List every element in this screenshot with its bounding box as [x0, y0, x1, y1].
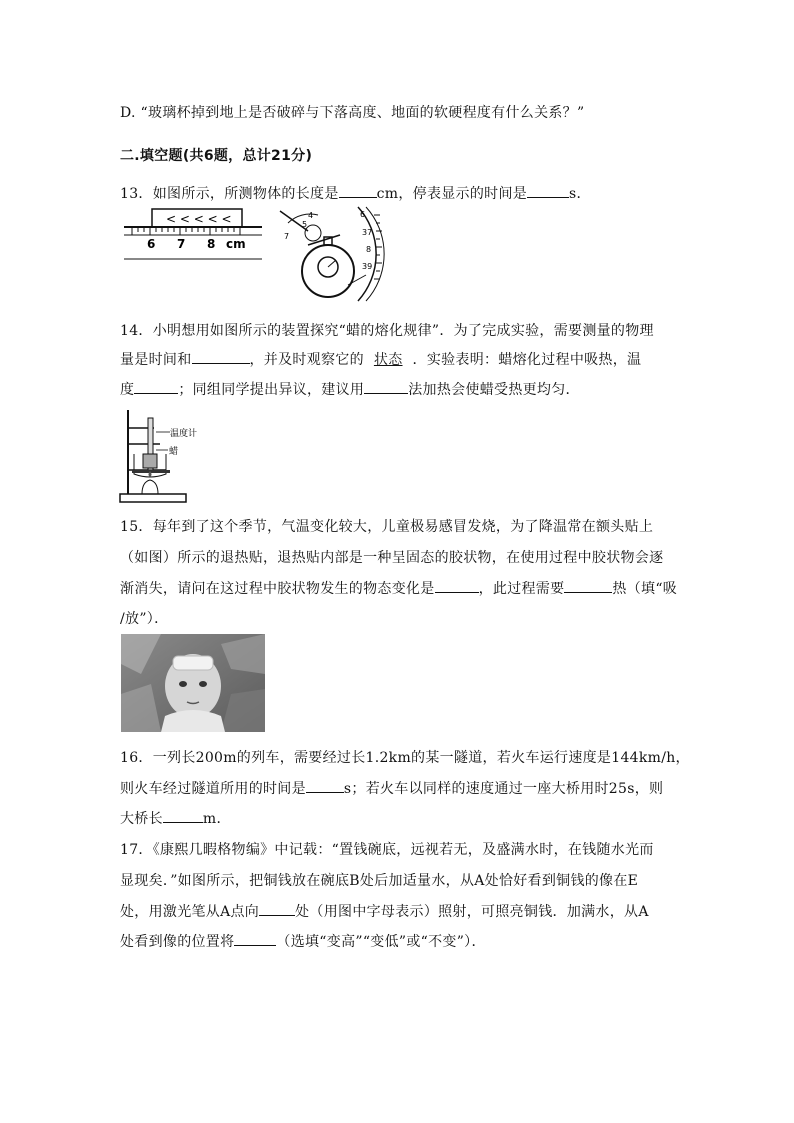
ruler-figure [122, 205, 264, 263]
fever-patch [173, 656, 213, 670]
q15-blank-heat [564, 578, 612, 593]
test-tube [143, 454, 157, 468]
ruler-label-8: 8 [207, 237, 216, 251]
q17-text-3b: 处（用图中字母表示）照射，可照亮铜钱．加满水，从A [295, 904, 649, 920]
q17-blank-point [259, 901, 295, 916]
question-13 [120, 183, 591, 203]
q16-line2 [120, 778, 663, 798]
q17-text-4b: （选填“变高”“变低”或“不变”）． [276, 934, 486, 950]
q15-line1: 15．每年到了这个季节，气温变化较大，儿童极易感冒发烧，为了降温常在额头贴上 [120, 519, 654, 535]
q16-line1: 16．一列长200m的列车，需要经过长1.2km的某一隧道，若火车运行速度是144km/h， [120, 750, 690, 766]
dial-39: 39 [362, 262, 373, 271]
q14-text-3a: 度 [120, 382, 135, 398]
dial-8: 8 [366, 245, 372, 254]
wax-melting-apparatus [120, 408, 198, 504]
q16-text-2a: 则火车经过隧道所用的时间是 [120, 781, 306, 797]
q13-text-b: cm，停表显示的时间是 [376, 186, 528, 202]
thermometer-label: 温度计 [170, 429, 198, 439]
alcohol-lamp [142, 480, 158, 494]
baby-fever-patch-photo [121, 634, 265, 732]
q14-line2 [120, 349, 641, 369]
q13-text-a: 13．如图所示，所测物体的长度是 [120, 186, 339, 202]
q15-blank-change [435, 578, 479, 593]
stopwatch-figure [278, 205, 390, 305]
q14-line1: 14．小明想用如图所示的装置探究“蜡的熔化规律”．为了完成实验，需要测量的物理 [120, 323, 654, 339]
q17-line2: 显现矣．”如图所示，把铜钱放在碗底B处后加适量水，从A处恰好看到铜钱的像在E [120, 873, 639, 889]
q16-text-3a: 大桥长 [120, 811, 163, 827]
dial-6: 6 [360, 210, 366, 219]
q17-text-4a: 处看到像的位置将 [120, 934, 235, 950]
q14-text-2d: ．实验表明：蜡熔化过程中吸热，温 [412, 352, 642, 368]
q13-blank-time [527, 183, 569, 198]
q14-text-3c: 法加热会使蜡受热更均匀． [408, 382, 580, 398]
ruler-unit: cm [226, 237, 246, 251]
q14-line3 [120, 379, 580, 399]
dial-37: 37 [362, 228, 373, 237]
q14-text-2a: 量是时间和 [120, 352, 192, 368]
q13-blank-length [339, 183, 377, 198]
q17-text-3a: 处，用激光笔从A点向 [120, 904, 260, 920]
q14-answer-state: 状态 [373, 352, 403, 368]
q14-blank-temperature [134, 379, 178, 394]
svg-text:< < < < <: < < < < < [166, 212, 232, 226]
option-d: D. “玻璃杯掉到地上是否破碎与下落高度、地面的软硬程度有什么关系？” [120, 105, 585, 121]
q16-blank-time [306, 778, 344, 793]
q17-line1: 17．《康熙几暇格物编》中记载：“置钱碗底，远视若无，及盛满水时，在钱随水光而 [120, 842, 654, 858]
q16-text-2b: s；若火车以同样的速度通过一座大桥用时25s，则 [343, 781, 664, 797]
q13-text-c: s． [569, 186, 591, 202]
q15-line2: （如图）所示的退热贴，退热贴内部是一种呈固态的胶状物，在使用过程中胶状物会逐 [120, 550, 664, 566]
wax-label: 蜡 [169, 447, 179, 457]
q15-text-3a: 渐消失，请问在这过程中胶状物发生的物态变化是 [120, 581, 435, 597]
small-dial-5: 5 [302, 220, 308, 229]
q14-blank-quantity [192, 349, 250, 364]
stand-base [120, 494, 186, 502]
ruler-label-7: 7 [177, 237, 186, 251]
section-heading: 二.填空题(共6题，总计21分) [120, 148, 313, 164]
q16-line3 [120, 808, 231, 828]
q16-text-3b: m． [202, 811, 231, 827]
small-dial-4: 4 [308, 211, 314, 220]
q15-text-3c: 热（填“吸 [612, 581, 678, 597]
small-dial-7: 7 [284, 232, 290, 241]
q14-text-2b: ，并及时观察它的 [249, 352, 364, 368]
q15-line4: /放”）． [120, 611, 169, 627]
q14-text-3b: ；同组同学提出异议，建议用 [178, 382, 365, 398]
q14-blank-method [364, 379, 408, 394]
q17-line3 [120, 901, 649, 921]
q15-line3 [120, 578, 677, 598]
q17-blank-position [234, 931, 276, 946]
q16-blank-length [163, 808, 203, 823]
ruler-label-6: 6 [147, 237, 156, 251]
q15-text-3b: ，此过程需要 [478, 581, 565, 597]
q17-line4 [120, 931, 486, 951]
